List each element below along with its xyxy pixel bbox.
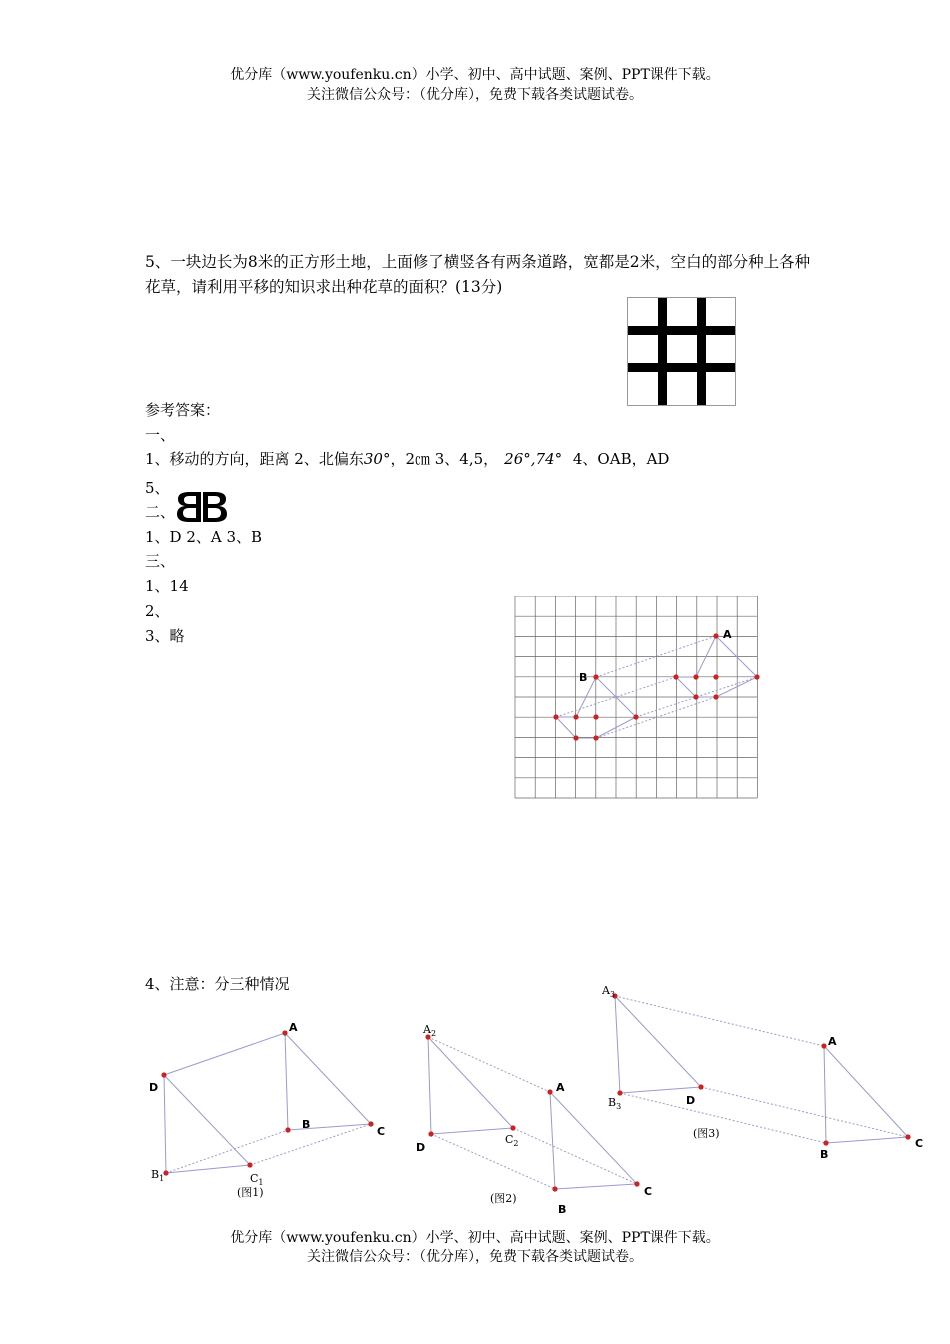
figure-3 [600,980,930,1160]
answer-item-3-1: 1、14 [145,577,189,595]
answer-line-2: 1、D 2、A 3、B [145,528,263,546]
mirror-bb-figure [176,489,232,525]
fig3-label-a3: $A_3$ [602,984,616,999]
translation-grid-figure [513,596,761,802]
fig3-label-d: D [686,1094,696,1107]
section-3-heading: 三、 [145,552,176,570]
header-line-1: 优分库（www.youfenku.cn）小学、初中、高中试题、案例、PPT课件下载。 [230,67,720,83]
fig2-label-c2: $C_2$ [505,1133,519,1148]
fig3-label-c: C [915,1137,924,1150]
header-line-2: 关注微信公众号：（优分库），免费下载各类试题试卷。 [307,87,643,103]
fig1-label-b: B [302,1118,311,1131]
fig1-label-b1: $B_1$ [151,1168,165,1183]
answers-title: 参考答案： [145,401,221,419]
fig3-label-b3: $B_3$ [608,1096,622,1111]
fig1-label-c1: $C_1$ [250,1172,264,1187]
answer-line-1-part-c: 4、OAB，AD [568,450,670,468]
fig3-caption: (图3) [693,1127,720,1140]
fig2-caption: (图2) [490,1192,517,1205]
answer-line-1-part-b: ，2㎝ 3、4,5， [390,450,499,468]
fig1-label-c: C [377,1125,386,1138]
road-grid-figure [627,297,737,407]
fig3-label-b: B [820,1148,829,1160]
fig1-label-a: A [289,1021,298,1034]
angle-30: 30° [363,450,391,468]
footer-line-2: 关注微信公众号：（优分库），免费下载各类试题试卷。 [307,1249,643,1265]
figure-1 [145,1015,395,1205]
fig2-label-a2: $A_2$ [423,1023,437,1038]
answer-item-3-2: 2、 [145,602,170,620]
answer-item-3-3: 3、略 [145,627,185,645]
section-2-heading: 二、 [145,503,176,521]
answer-item-4-note: 4、注意：分三种情况 [145,975,290,993]
fig2-label-c: C [644,1185,653,1198]
section-1-heading: 一、 [145,426,176,444]
fig2-label-b: B [558,1203,567,1215]
fig1-caption: (图1) [237,1186,264,1199]
fig2-label-d: D [416,1141,426,1154]
fig1-label-d: D [149,1081,159,1094]
footer-line-1: 优分库（www.youfenku.cn）小学、初中、高中试题、案例、PPT课件下载。 [230,1230,720,1246]
question-5-text: 5、一块边长为8米的正方形土地，上面修了横竖各有两条道路，宽都是2米，空白的部分种上各种花草，请利用平移的知识求出种花草的面积？(13分) [145,253,811,296]
fig3-label-a: A [828,1035,837,1048]
fig2-label-a: A [556,1081,565,1094]
answer-line-1 [145,449,669,469]
answer-item-5: 5、 [145,479,170,497]
grid-label-b: B [579,671,588,684]
angle-26-74: 26°,74° [504,450,563,468]
answer-line-1-part-a: 1、移动的方向，距离 2、北偏东 [145,450,364,468]
grid-label-a: A [723,628,732,641]
